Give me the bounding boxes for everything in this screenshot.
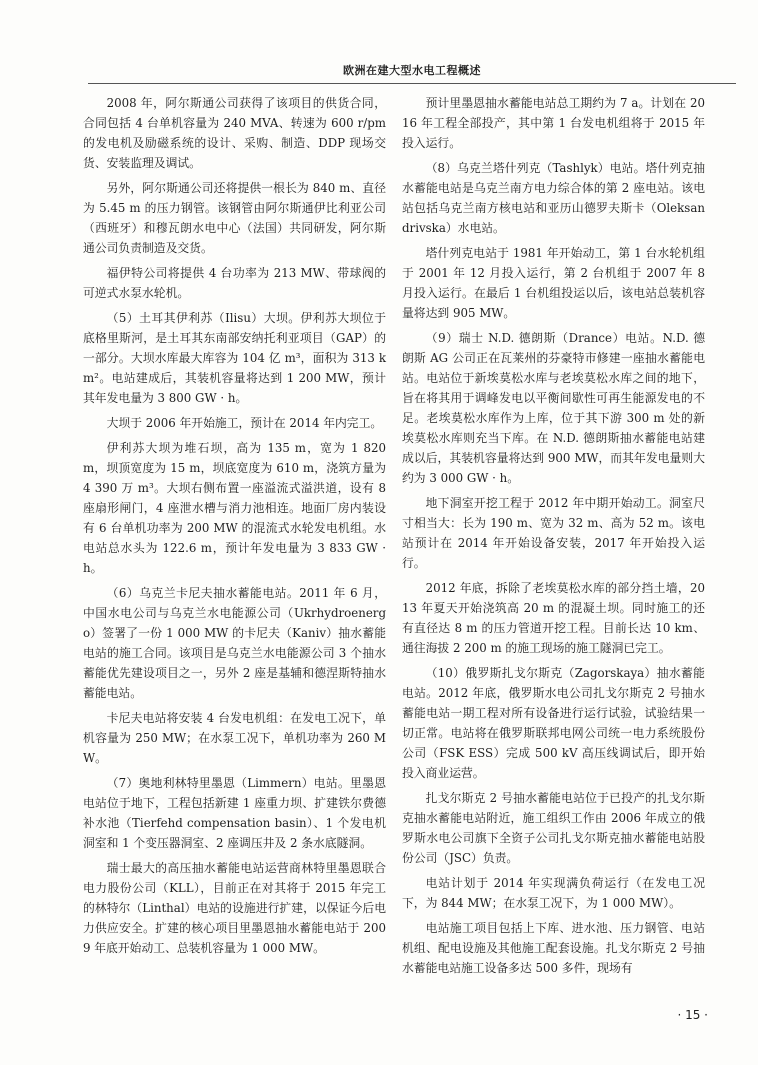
paragraph: （8）乌克兰塔什列克（Tashlyk）电站。塔什列克抽水蓄能电站是乌克兰南方电力综合体的第 2 座电站。该电站包括乌克兰南方核电站和亚历山德罗夫斯卡（Oleksandrivska）水电站。 <box>402 161 705 235</box>
paragraph: （5）土耳其伊利苏（Ilisu）大坝。伊利苏大坝位于底格里斯河，是土耳其东南部安纳托利亚项目（GAP）的一部分。大坝水库最大库容为 104 亿 m³，面积为 313 km²。电站建成后，其装机容量将达到 1 200 MW，预计其年发电量为 3 800 GW · h。 <box>83 311 386 405</box>
paragraph: 预计里墨恩抽水蓄能电站总工期约为 7 a。计划在 2016 年工程全部投产，其中第 1 台发电机组将于 2015 年投入运行。 <box>402 96 705 150</box>
paragraph: （6）乌克兰卡尼夫抽水蓄能电站。2011 年 6 月，中国水电公司与乌克兰水电能源公司（Ukrhydroenergo）签署了一份 1 000 MW 的卡尼夫（Kaniv）抽水蓄能电站的施工合同。该项目是乌克兰水电能源公司 3 个抽水蓄能优先建设项目之一，另外 2 座是基辅和德涅斯特抽水蓄能电站。 <box>83 586 386 700</box>
paragraph: 卡尼夫电站将安装 4 台发电机组：在发电工况下，单机容量为 250 MW；在水泵工况下，单机功率为 260 MW。 <box>83 711 386 765</box>
paragraph: 扎戈尔斯克 2 号抽水蓄能电站位于已投产的扎戈尔斯克抽水蓄能电站附近，施工组织工作由 2006 年成立的俄罗斯水电公司旗下全资子公司扎戈尔斯克抽水蓄能电站股份公司（JSC）负责。 <box>402 791 705 865</box>
paragraph: 大坝于 2006 年开始施工，预计在 2014 年内完工。 <box>106 416 383 430</box>
paragraph: （7）奥地利林特里墨恩（Limmern）电站。里墨恩电站位于地下，工程包括新建 1 座重力坝、扩建铁尔费德补水池（Tierfehd compensation basin）、1 个发电机洞室和 1 个变压器洞室、2 座调压井及 2 条水底隧洞。 <box>83 776 386 850</box>
left-column <box>83 93 386 963</box>
paragraph: （9）瑞士 N.D. 德朗斯（Drance）电站。N.D. 德朗斯 AG 公司正在瓦莱州的芬豪特市修建一座抽水蓄能电站。电站位于新埃莫松水库与老埃莫松水库之间的地下，旨在将其用于调峰发电以平衡间歇性可再生能源发电的不足。老埃莫松水库作为上库，位于其下游 300 m 处的新埃莫松水库则充当下库。在 N.D. 德朗斯抽水蓄能电站建成以后，其装机容量将达到 900 MW，而其年发电量则大约为 3 000 GW · h。 <box>402 331 705 485</box>
running-header <box>88 62 736 84</box>
paragraph: 另外，阿尔斯通公司还将提供一根长为 840 m、直径为 5.45 m 的压力钢管。该钢管由阿尔斯通伊比利亚公司（西班牙）和穆瓦朗水电中心（法国）共同研发，阿尔斯通公司负责制造及交货。 <box>83 181 386 255</box>
page-number: · 15 · <box>677 1008 708 1022</box>
paragraph: 福伊特公司将提供 4 台功率为 213 MW、带球阀的可逆式水泵水轮机。 <box>83 266 386 300</box>
paragraph: 2012 年底，拆除了老埃莫松水库的部分挡土墙，2013 年夏天开始浇筑高 20 m 的混凝土坝。同时施工的还有直径达 8 m 的压力管道开挖工程。目前长达 10 km、通往海拔 2 200 m 的施工现场的施工隧洞已完工。 <box>402 581 705 655</box>
paragraph: 电站施工项目包括上下库、进水池、压力钢管、电站机组、配电设施及其他施工配套设施。扎戈尔斯克 2 号抽水蓄能电站施工设备多达 500 多件，现场有 <box>402 921 705 975</box>
paragraph: 瑞士最大的高压抽水蓄能电站运营商林特里墨恩联合电力股份公司（KLL），目前正在对其将于 2015 年完工的林特尔（Linthal）电站的设施进行扩建，以保证今后电力供应安全。扩建的核心项目里墨恩抽水蓄能电站于 2009 年底开始动工、总装机容量为 1 000 MW。 <box>83 861 386 955</box>
paragraph: 2008 年，阿尔斯通公司获得了该项目的供货合同，合同包括 4 台单机容量为 240 MVA、转速为 600 r/pm 的发电机及励磁系统的设计、采购、制造、DDP 现场交货、安装监理及调试。 <box>83 96 386 170</box>
right-column <box>402 93 705 983</box>
paragraph: 电站计划于 2014 年实现满负荷运行（在发电工况下，为 844 MW；在水泵工况下，为 1 000 MW）。 <box>402 876 705 910</box>
paragraph: 地下洞室开挖工程于 2012 年中期开始动工。洞室尺寸相当大：长为 190 m、宽为 32 m、高为 52 m。该电站预计在 2014 年开始设备安装，2017 年开始投入运行。 <box>402 496 705 570</box>
paragraph: 伊利苏大坝为堆石坝，高为 135 m，宽为 1 820 m，坝顶宽度为 15 m，坝底宽度为 610 m，浇筑方量为 4 390 万 m³。大坝右侧布置一座溢流式溢洪道，设有 8 座扇形闸门，4 座泄水槽与消力池相连。地面厂房内装设有 6 台单机功率为 200 MW 的混流式水轮发电机组。水电站总水头为 122.6 m，预计年发电量为 3 833 GW · h。 <box>83 441 386 575</box>
running-header-title: 欧洲在建大型水电工程概述 <box>343 64 481 77</box>
paragraph: 塔什列克电站于 1981 年开始动工，第 1 台水轮机组于 2001 年 12 月投入运行，第 2 台机组于 2007 年 8 月投入运行。在最后 1 台机组投运以后，该电站总装机容量将达到 905 MW。 <box>402 246 705 320</box>
paragraph: （10）俄罗斯扎戈尔斯克（Zagorskaya）抽水蓄能电站。2012 年底，俄罗斯水电公司扎戈尔斯克 2 号抽水蓄能电站一期工程对所有设备进行运行试验，试验结果一切正常。电站将在俄罗斯联邦电网公司统一电力系统股份公司（FSK ESS）完成 500 kV 高压线调试后，即开始投入商业运营。 <box>402 666 705 780</box>
